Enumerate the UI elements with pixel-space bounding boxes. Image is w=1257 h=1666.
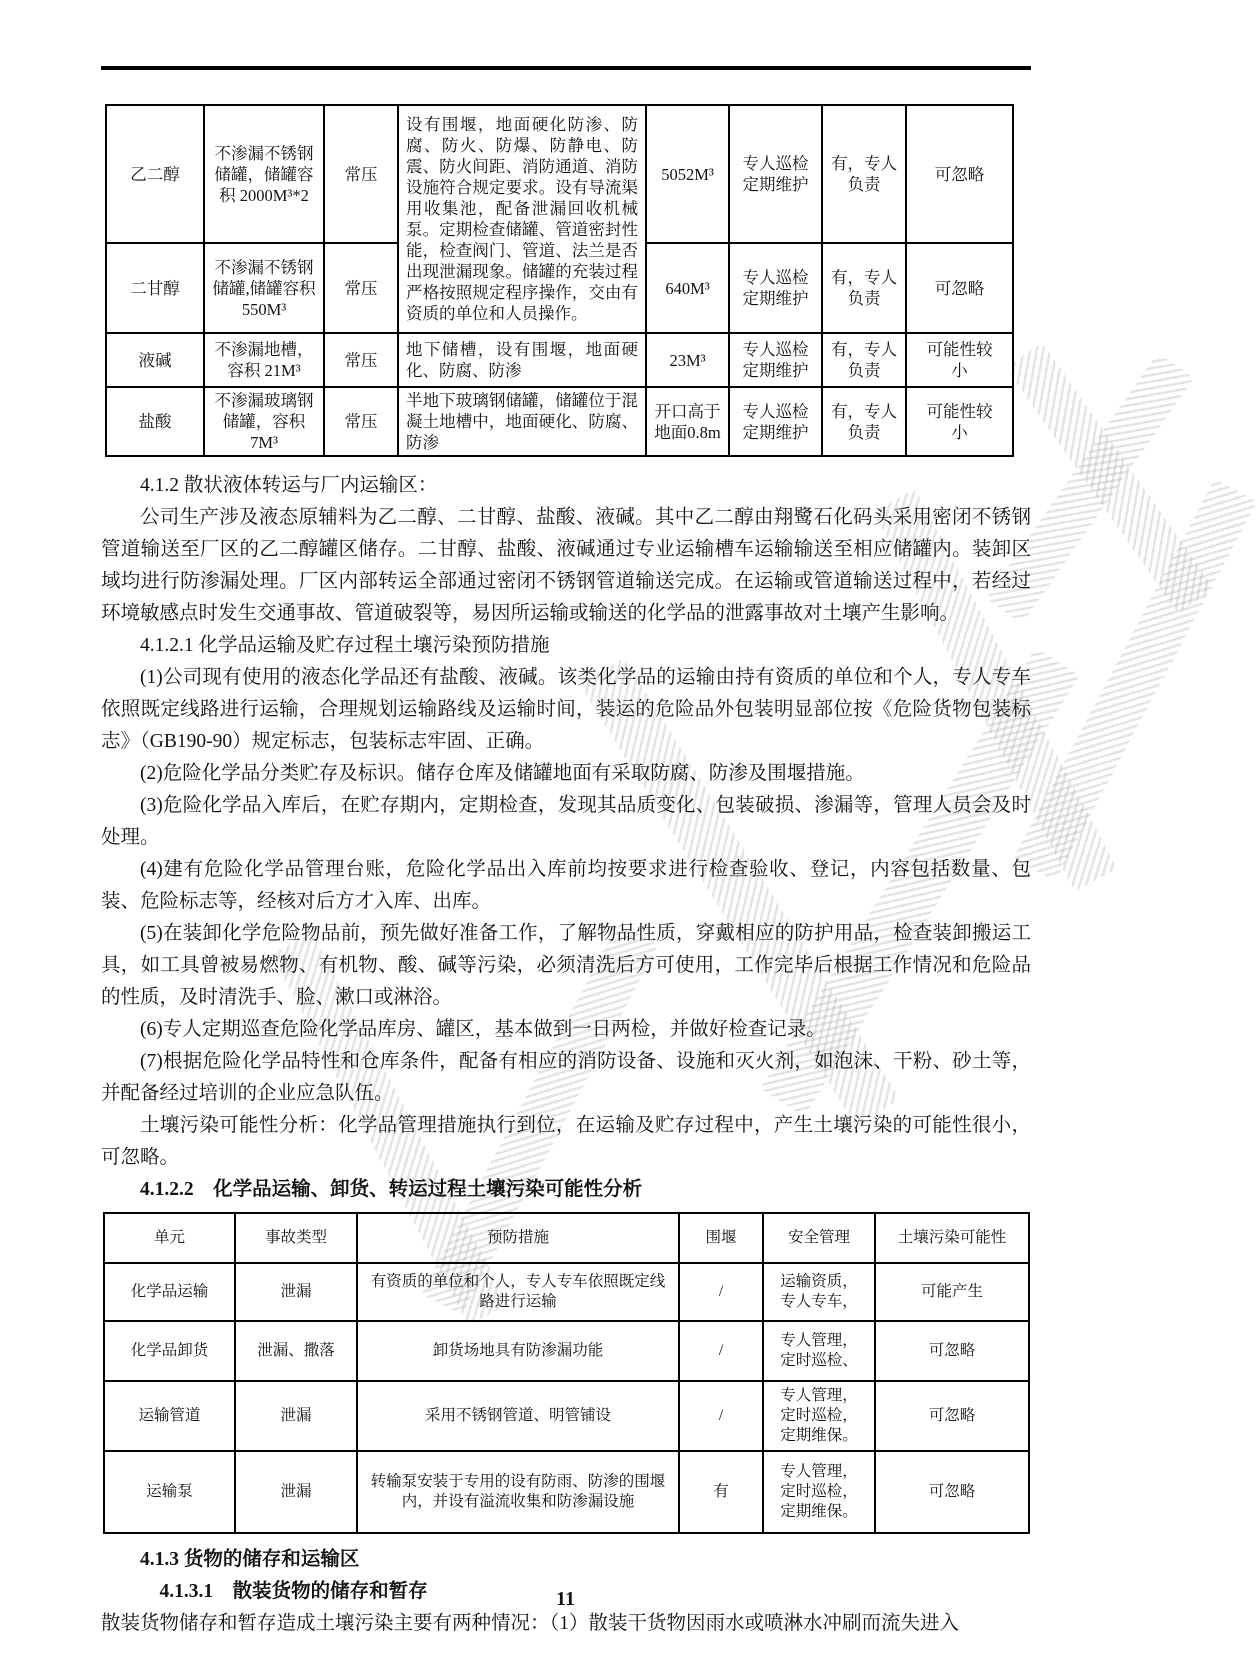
pressure-cell: 常压 [324,105,398,243]
list-item-3: (3)危险化学品入库后，在贮存期内，定期检查，发现其品质变化、包装破损、渗漏等，管理人员会及时处理。 [101,795,1031,848]
possibility-cell: 可能产生 [875,1263,1029,1321]
table-row [104,1451,1029,1533]
tank-cell: 不渗漏不锈钢储罐，储罐容积 2000M³*2 [204,105,324,243]
possibility-cell: 可能性较小 [906,387,1013,456]
watermark-stroke [1013,479,1257,881]
heading-4-1-3-1: 4.1.3.1 散装货物的储存和暂存 [159,1581,428,1602]
accident-cell: 泄漏 [235,1263,357,1321]
unit-cell: 化学品运输 [104,1263,235,1321]
duty-cell: 有，专人 负责 [822,333,906,387]
analysis-paragraph: 土壤污染可能性分析：化学品管理措施执行到位，在运输及贮存过程中，产生土壤污染的可能性很小，可忽略。 [101,1115,1031,1168]
pressure-cell: 常压 [324,387,398,456]
prevention-cell: 有资质的单位和个人，专人专车依照既定线路进行运输 [357,1263,679,1321]
transport-risk-table [103,1212,1030,1534]
management-cell: 专人管理， 定时巡检， 定期维保。 [763,1381,875,1451]
table-row [104,1263,1029,1321]
paragraph-4-1-2: 公司生产涉及液态原辅料为乙二醇、二甘醇、盐酸、液碱。其中乙二醇由翔鹭石化码头采用密闭不锈钢管道输送至厂区的乙二醇罐区储存。二甘醇、盐酸、液碱通过专业运输槽车运输输送至相应储罐内。装卸区域均进行防渗漏处理。厂区内部转运全部通过密闭不锈钢管道输送完成。在运输或管道输送过程中，若经过环境敏感点时发生交通事故、管道破裂等，易因所运输或输送的化学品的泄露事故对土壤产生影响。 [101,507,1031,624]
table-row [104,1321,1029,1381]
prevention-cell: 转输泵安装于专用的设有防雨、防渗的围堰内，并设有溢流收集和防渗漏设施 [357,1451,679,1533]
possibility-cell: 可忽略 [906,243,1013,333]
tank-cell: 不渗漏玻璃钢储罐，容积 7M³ [204,387,324,456]
volume-cell: 开口高于地面0.8m [646,387,729,456]
watermark-stroke [1006,343,1214,614]
heading-4-1-2: 4.1.2 散状液体转运与厂内运输区： [140,475,438,496]
page-content [101,66,1031,1640]
possibility-cell: 可忽略 [875,1451,1029,1533]
table-row [106,105,1013,243]
possibility-cell: 可忽略 [875,1381,1029,1451]
dike-cell: / [679,1381,763,1451]
material-name-cell: 盐酸 [106,387,204,456]
dike-cell: 有 [679,1451,763,1533]
storage-tanks-table [105,104,1014,457]
list-item-7: (7)根据危险化学品特性和仓库条件，配备有相应的消防设备、设施和灭火剂，如泡沫、干粉、砂土等，并配备经过培训的企业应急队伍。 [101,1051,1031,1104]
list-item-6: (6)专人定期巡查危险化学品库房、罐区，基本做到一日两检，并做好检查记录。 [140,1019,826,1040]
header-rule [101,66,1031,70]
material-name-cell: 液碱 [106,333,204,387]
dike-cell: / [679,1321,763,1381]
inspection-cell: 专人巡检 定期维护 [729,333,822,387]
list-item-5: (5)在装卸化学危险物品前，预先做好准备工作，了解物品性质，穿戴相应的防护用品，检查装卸搬运工具，如工具曾被易燃物、有机物、酸、碱等污染，必须清洗后方可使用，工作完毕后根据工作情况和危险品的性质，及时清洗手、脸、漱口或淋浴。 [101,923,1031,1008]
tank-cell: 不渗漏地槽，容积 21M³ [204,333,324,387]
table-row [106,333,1013,387]
management-cell: 运输资质， 专人专车， [763,1263,875,1321]
material-name-cell: 乙二醇 [106,105,204,243]
header-prevention: 预防措施 [357,1213,679,1263]
volume-cell: 640M³ [646,243,729,333]
heading-4-1-3: 4.1.3 货物的储存和运输区 [140,1549,360,1570]
inspection-cell: 专人巡检 定期维护 [729,105,822,243]
header-unit: 单元 [104,1213,235,1263]
table-header-row [104,1213,1029,1263]
table-row [106,387,1013,456]
list-item-2: (2)危险化学品分类贮存及标识。储存仓库及储罐地面有采取防腐、防渗及围堰措施。 [140,763,865,784]
list-item-4: (4)建有危险化学品管理台账，危险化学品出入库前均按要求进行检查验收、登记，内容包括数量、包装、危险标志等，经核对后方才入库、出库。 [101,859,1031,912]
accident-cell: 泄漏、撒落 [235,1321,357,1381]
header-accident-type: 事故类型 [235,1213,357,1263]
heading-4-1-2-1: 4.1.2.1 化学品运输及贮存过程土壤污染预防措施 [140,635,550,656]
unit-cell: 化学品卸货 [104,1321,235,1381]
duty-cell: 有，专人 负责 [822,105,906,243]
accident-cell: 泄漏 [235,1451,357,1533]
paragraph-4-1-3-1: 散装货物储存和暂存造成土壤污染主要有两种情况：（1）散装干货物因雨水或喷淋水冲刷而流失进入 [101,1613,960,1634]
pressure-cell: 常压 [324,243,398,333]
header-safety-management: 安全管理 [763,1213,875,1263]
measures-cell: 地下储槽，设有围堰，地面硬化、防腐、防渗 [398,333,646,387]
header-dike: 围堰 [679,1213,763,1263]
possibility-cell: 可能性较小 [906,333,1013,387]
tank-cell: 不渗漏不锈钢储罐,储罐容积 550M³ [204,243,324,333]
heading-4-1-2-2: 4.1.2.2 化学品运输、卸货、转运过程土壤污染可能性分析 [140,1179,643,1200]
duty-cell: 有，专人 负责 [822,387,906,456]
unit-cell: 运输管道 [104,1381,235,1451]
prevention-cell: 采用不锈钢管道、明管铺设 [357,1381,679,1451]
document-page [0,66,1131,1666]
unit-cell: 运输泵 [104,1451,235,1533]
header-soil-pollution-possibility: 土壤污染可能性 [875,1213,1029,1263]
accident-cell: 泄漏 [235,1381,357,1451]
possibility-cell: 可忽略 [906,105,1013,243]
duty-cell: 有，专人 负责 [822,243,906,333]
inspection-cell: 专人巡检 定期维护 [729,387,822,456]
possibility-cell: 可忽略 [875,1321,1029,1381]
page-number: 11 [556,1588,575,1610]
volume-cell: 5052M³ [646,105,729,243]
pressure-cell: 常压 [324,333,398,387]
inspection-cell: 专人巡检 定期维护 [729,243,822,333]
table-row [104,1381,1029,1451]
list-item-1: (1)公司现有使用的液态化学品还有盐酸、液碱。该类化学品的运输由持有资质的单位和个人，专人专车依照既定线路进行运输，合理规划运输路线及运输时间，装运的危险品外包装明显部位按《危险货物包装标志》（GB190-90）规定标志，包装标志牢固、正确。 [101,667,1031,752]
material-name-cell: 二甘醇 [106,243,204,333]
volume-cell: 23M³ [646,333,729,387]
body-text [101,470,1031,1206]
measures-cell: 半地下玻璃钢储罐，储罐位于混凝土地槽中，地面硬化、防腐、防渗 [398,387,646,456]
prevention-cell: 卸货场地具有防渗漏功能 [357,1321,679,1381]
dike-cell: / [679,1263,763,1321]
management-cell: 专人管理， 定时巡检、 [763,1321,875,1381]
measures-cell: 设有围堰，地面硬化防渗、防腐、防火、防爆、防静电、防震、防火间距、消防通道、消防设施符合规定要求。设有导流渠用收集池，配备泄漏回收机械泵。定期检查储罐、管道密封性能，检查阀门、管道、法兰是否出现泄漏现象。储罐的充装过程严格按照规定程序操作，交由有资质的单位和人员操作。 [398,105,646,333]
management-cell: 专人管理， 定时巡检， 定期维保。 [763,1451,875,1533]
